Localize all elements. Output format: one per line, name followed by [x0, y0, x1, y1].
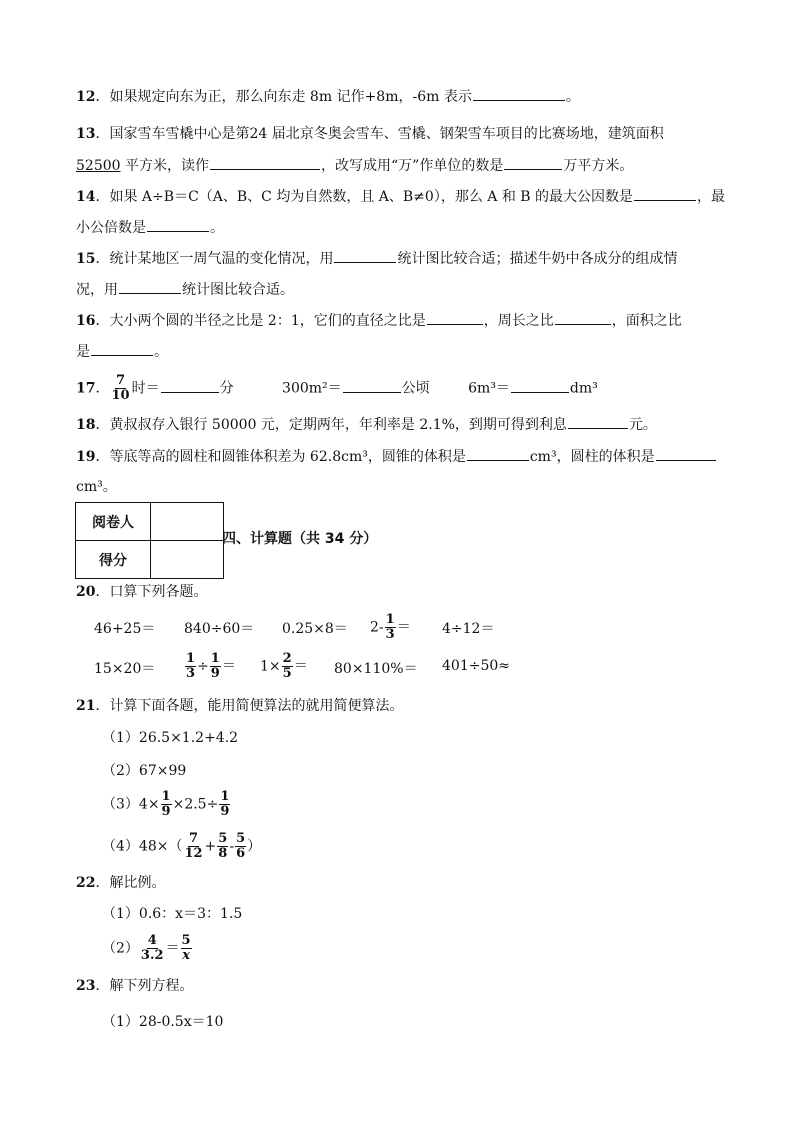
oral-row-2: [0, 651, 794, 684]
answer-blank[interactable]: [504, 155, 562, 170]
question-16-line1: [76, 310, 682, 331]
question-text: ，改写成用“万”作单位的数是: [321, 158, 504, 174]
question-text: 。: [154, 344, 168, 360]
question-text: 统计图比较合适；描述牛奶中各成分的组成情: [397, 251, 678, 267]
answer-blank[interactable]: [334, 248, 396, 263]
question-12: [76, 86, 580, 107]
question-text: ．统计某地区一周气温的变化情况，用: [95, 251, 334, 267]
score-label: 得分: [76, 541, 151, 579]
question-23: [76, 976, 193, 996]
answer-blank[interactable]: [467, 446, 529, 461]
answer-blank[interactable]: [427, 310, 483, 325]
question-18: [76, 414, 657, 435]
question-text: 6m³＝: [468, 380, 510, 397]
subquestion: （1）28-0.5x＝10: [102, 1014, 224, 1030]
question-text: 300m²＝: [282, 380, 342, 397]
question-19-line2: [76, 477, 117, 497]
answer-blank[interactable]: [634, 186, 696, 201]
oral-item: 80×110%＝: [334, 661, 418, 677]
question-text: ．解下列方程。: [95, 978, 194, 994]
subquestion: （2）67×99: [102, 763, 187, 779]
question-text: ．如果规定向东为正，那么向东走 8m 记作+8m，-6m 表示: [95, 89, 472, 105]
question-17: 17． $\frac{7}{10}$ 时＝ 分 300m²＝ 公顷 6m³＝ dm³: [76, 373, 598, 403]
answer-blank[interactable]: [555, 310, 611, 325]
answer-blank[interactable]: [147, 217, 209, 232]
question-text: 是: [76, 344, 90, 360]
answer-blank[interactable]: [91, 341, 153, 356]
question-text: ．国家雪车雪橇中心是第24 届北京冬奥会雪车、雪橇、钢架雪车项目的比赛场地，建筑面积: [95, 126, 664, 142]
question-text: ，面积之比: [611, 313, 682, 329]
unit: 公顷: [401, 380, 430, 397]
oral-item: 46+25＝: [94, 621, 156, 637]
question-number: 20: [76, 584, 96, 600]
subquestion: （1）0.6：x＝3：1.5: [102, 906, 243, 922]
subquestion: （1）26.5×1.2+4.2: [102, 730, 239, 746]
question-number: 16: [76, 313, 96, 329]
question-15-line2: [76, 279, 294, 300]
subquestion: （3）4× $\frac{1}{9}$ ×2.5÷ $\frac{1}{9}$: [102, 789, 230, 819]
question-text: 小公倍数是: [76, 220, 146, 236]
reviewer-label: 阅卷人: [76, 503, 151, 541]
oral-item: 4÷12＝: [442, 621, 495, 637]
question-number: 23: [76, 978, 96, 994]
question-number: 14: [76, 189, 96, 205]
answer-blank[interactable]: [568, 414, 628, 429]
answer-blank[interactable]: [656, 446, 716, 461]
question-13-line1: [76, 124, 664, 144]
oral-row-1: [0, 612, 794, 642]
question-text: cm³，圆柱的体积是: [529, 449, 655, 465]
question-text: 元。: [628, 417, 657, 433]
question-text: 统计图比较合适。: [182, 282, 294, 298]
answer-blank[interactable]: [473, 86, 565, 101]
question-text: ．如果 A÷B＝C（A、B、C 均为自然数，且 A、B≠0），那么 A 和 B 的最大公因数是: [95, 189, 634, 205]
question-text: 。: [565, 89, 580, 105]
question-number: 15: [76, 251, 96, 267]
question-19-line1: [76, 446, 717, 467]
question-number: 21: [76, 698, 96, 714]
question-text: ．计算下面各题，能用简便算法的就用简便算法。: [95, 698, 404, 714]
section-heading: 四、计算题（共 34 分）: [222, 531, 378, 547]
question-text: 万平方米。: [563, 158, 634, 174]
question-text: ，最: [697, 189, 726, 205]
oral-item: 2- $\frac{1}{3}$ ＝: [370, 612, 411, 642]
subquestion: （2） $\frac{4}{3.2}$ ＝ $\frac{5}{x}$: [102, 933, 191, 963]
question-text: ．大小两个圆的半径之比是 2：1，它们的直径之比是: [95, 313, 426, 329]
question-22: [76, 873, 165, 893]
question-text: ．等底等高的圆柱和圆锥体积差为 62.8cm³，圆锥的体积是: [95, 449, 466, 465]
unit: dm³: [569, 380, 598, 397]
question-number: 18: [76, 417, 96, 433]
oral-item: 401÷50≈: [442, 658, 510, 674]
question-16-line2: [76, 341, 168, 362]
reviewer-cell[interactable]: [151, 503, 224, 541]
question-21: [76, 696, 403, 716]
area-value: 52500: [76, 158, 121, 174]
oral-item: 15×20＝: [94, 661, 156, 677]
question-number: 13: [76, 126, 96, 142]
answer-blank[interactable]: [161, 378, 219, 393]
question-text: cm³。: [76, 479, 117, 495]
question-15-line1: [76, 248, 677, 269]
answer-blank[interactable]: [343, 378, 401, 393]
question-text: ，周长之比: [483, 313, 554, 329]
oral-item: $\frac{1}{3}$ ÷ $\frac{1}{9}$ ＝: [186, 651, 236, 681]
question-number: 12: [76, 89, 96, 105]
subquestion: （4）48×（ $\frac{7}{12}$ + $\frac{5}{8}$ - $\frac{5}{6}$ ）: [102, 831, 262, 861]
question-13-line2: [76, 155, 633, 176]
question-number: 22: [76, 875, 96, 891]
question-number: 17: [76, 380, 96, 397]
question-text: ．黄叔叔存入银行 50000 元，定期两年，年利率是 2.1%，到期可得到利息: [95, 417, 567, 433]
oral-item: 0.25×8＝: [282, 621, 348, 637]
question-14-line2: [76, 217, 224, 238]
question-number: 19: [76, 449, 96, 465]
oral-item: 840÷60＝: [184, 621, 255, 637]
score-table: [75, 502, 224, 579]
question-20: [76, 582, 207, 602]
unit: 分: [219, 380, 234, 397]
question-text: ．解比例。: [95, 875, 166, 891]
fraction: $\frac{7}{10}$: [111, 373, 130, 403]
question-text: 况，用: [76, 282, 118, 298]
oral-item: 1× $\frac{2}{5}$ ＝: [260, 651, 308, 681]
question-text: 平方米，读作: [120, 158, 209, 174]
answer-blank[interactable]: [119, 279, 181, 294]
question-14-line1: [76, 186, 725, 207]
answer-blank[interactable]: [511, 378, 569, 393]
score-cell[interactable]: [151, 541, 224, 579]
question-text: 时＝: [131, 380, 160, 397]
question-text: ．口算下列各题。: [95, 584, 208, 600]
question-text: 。: [210, 220, 224, 236]
answer-blank[interactable]: [210, 155, 320, 170]
